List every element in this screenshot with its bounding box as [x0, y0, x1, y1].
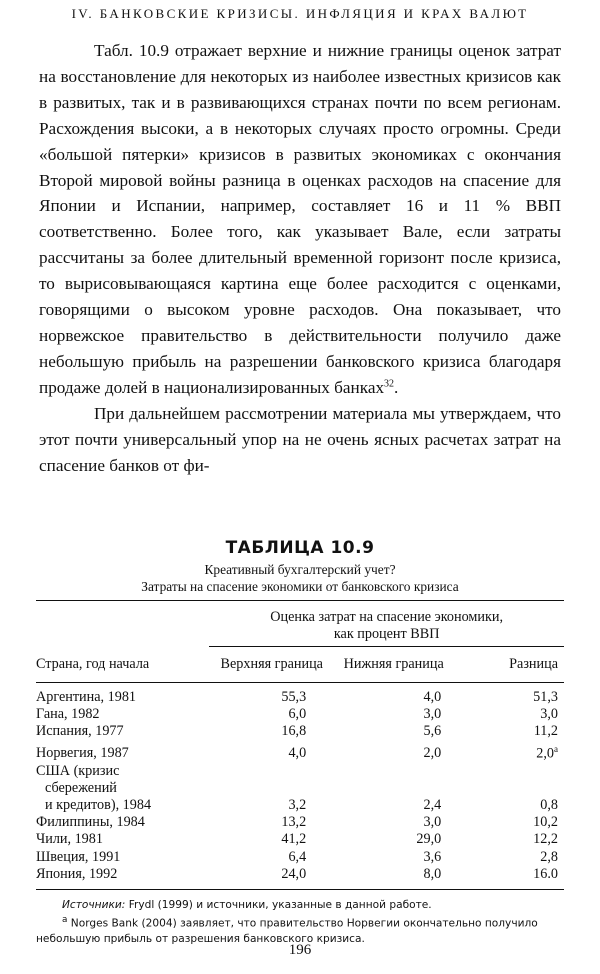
- table-row: [36, 741, 564, 763]
- cell-upper: [209, 689, 326, 706]
- value-lower: 5,6: [423, 723, 442, 740]
- cell-lower: [326, 866, 461, 883]
- value-upper: 41,2: [281, 831, 307, 848]
- group-header-line-1: Оценка затрат на спасение экономики,: [270, 609, 504, 625]
- table-notes: [36, 898, 564, 947]
- cell-upper: [209, 780, 326, 797]
- cell-country: Норвегия, 1987: [36, 745, 129, 762]
- table-row: [36, 849, 564, 866]
- table-subtitle-1: Креативный бухгалтерский учет?: [204, 562, 396, 577]
- cell-country: Аргентина, 1981: [36, 689, 137, 705]
- value-upper: 4,0: [288, 745, 307, 762]
- cell-upper: [209, 723, 326, 740]
- cell-country: Гана, 1982: [36, 706, 100, 723]
- row-note-marker: a: [554, 743, 558, 754]
- body-text: [39, 38, 561, 478]
- cell-diff: [461, 780, 564, 797]
- value-diff: 16.0: [533, 865, 558, 882]
- value-diff: 2,0: [536, 745, 554, 762]
- cell-lower: [326, 849, 461, 866]
- value-upper: 13,2: [281, 814, 307, 831]
- cell-country: Швеция, 1991: [36, 848, 121, 865]
- col-header-country: Страна, год начала: [36, 655, 150, 672]
- cell-upper: [209, 741, 326, 763]
- table-bottom-rule: [36, 889, 564, 890]
- value-lower: 2,0: [423, 745, 442, 762]
- cell-diff: [461, 849, 564, 866]
- table-source: [36, 898, 564, 913]
- value-diff: 0,8: [540, 796, 558, 813]
- value-diff: 12,2: [533, 831, 558, 848]
- col-header-diff: Разница: [509, 656, 558, 672]
- cell-country: сбережений: [45, 779, 117, 796]
- cell-lower: [326, 831, 461, 848]
- table-row: [36, 706, 564, 723]
- cell-lower: [326, 689, 461, 706]
- value-lower: 8,0: [423, 865, 442, 882]
- cell-lower: [326, 706, 461, 723]
- cell-lower: [326, 797, 461, 814]
- table-title: ТАБЛИЦА 10.9: [225, 538, 375, 558]
- value-lower: 3,0: [423, 814, 442, 831]
- value-diff: 11,2: [533, 723, 558, 740]
- footnote-marker: a: [62, 914, 68, 925]
- cell-upper: [209, 797, 326, 814]
- cell-diff: [461, 741, 564, 763]
- page-number: 196: [288, 942, 312, 958]
- value-lower: 2,4: [423, 796, 442, 813]
- cell-country: и кредитов), 1984: [45, 796, 152, 813]
- cell-upper: [209, 763, 326, 780]
- table-row: [36, 797, 564, 814]
- col-header-upper: Верхняя граница: [220, 656, 323, 672]
- value-lower: 3,6: [423, 848, 442, 865]
- cell-diff: [461, 706, 564, 723]
- group-header: [209, 601, 564, 642]
- value-lower: 4,0: [423, 689, 442, 705]
- table-body: [36, 683, 564, 883]
- value-diff: 51,3: [533, 689, 558, 705]
- running-head: IV. БАНКОВСКИЕ КРИЗИСЫ. ИНФЛЯЦИЯ И КРАХ ВАЛЮТ: [71, 6, 529, 21]
- table-row: [36, 763, 564, 780]
- cell-upper: [209, 849, 326, 866]
- cell-diff: [461, 689, 564, 706]
- group-header-line-2: как процент ВВП: [333, 625, 440, 642]
- cell-diff: [461, 723, 564, 740]
- paragraph-1-end: .: [394, 377, 399, 397]
- value-upper: 24,0: [281, 865, 307, 882]
- paragraph-1: [39, 38, 561, 401]
- value-diff: 3,0: [540, 706, 558, 723]
- source-label: Источники:: [62, 898, 126, 911]
- cell-country: Испания, 1977: [36, 723, 124, 740]
- cell-country: США (кризис: [36, 762, 120, 779]
- source-text: Frydl (1999) и источники, указанные в данной работе.: [125, 898, 432, 911]
- footnote-text: Norges Bank (2004) заявляет, что правительство Норвегии окончательно получило небольшую прибыль от разрешения банковского кризиса.: [36, 917, 538, 945]
- cell-lower: [326, 814, 461, 831]
- table-subtitle-2: Затраты на спасение экономики от банковского кризиса: [141, 579, 459, 594]
- cell-upper: [209, 706, 326, 723]
- cell-diff: [461, 831, 564, 848]
- table-row: [36, 866, 564, 883]
- table-row: [36, 831, 564, 848]
- cell-diff: [461, 866, 564, 883]
- cost-table: [36, 601, 564, 883]
- cell-upper: [209, 814, 326, 831]
- table-row: [36, 689, 564, 706]
- value-upper: 6,4: [288, 848, 307, 865]
- cell-lower: [326, 763, 461, 780]
- value-lower: 3,0: [423, 706, 442, 723]
- value-upper: 16,8: [281, 723, 307, 740]
- footnote-ref-32[interactable]: 32: [384, 378, 395, 390]
- paragraph-2: При дальнейшем рассмотрении материала мы утверждаем, что этот почти универсальный упор на не очень ясных расчетах затрат на спасение банков от фи-: [39, 403, 561, 475]
- value-diff: 10,2: [533, 814, 558, 831]
- cell-diff: [461, 763, 564, 780]
- cell-diff: [461, 814, 564, 831]
- cell-lower: [326, 741, 461, 763]
- paragraph-1-text: Табл. 10.9 отражает верхние и нижние границы оценок затрат на восстановление для некоторых из наиболее известных кризисов как в развитых, так и в развивающихся странах почти по всем регионам. Расхождения высоки, а в некоторых случаях просто огромны. Среди «большой пятерки» кризисов в развитых экономиках с окончания Второй мировой войны разница в оценках расходов на спасение для Японии и Испании, например, составляет 16 и 11 % ВВП соответственно. Более того, как указывает Вале, если затраты рассчитаны за более длительный временной горизонт после кризиса, то вырисовывающаяся картина еще более расходится с оценками, говорящими о высоком уровне расходов. Она показывает, что норвежское правительство в действительности получило даже небольшую прибыль на разрешении банковского кризиса благодаря продаже долей в национализированных банках: [39, 41, 561, 397]
- cell-lower: [326, 723, 461, 740]
- cell-upper: [209, 866, 326, 883]
- col-header-lower: Нижняя граница: [343, 656, 444, 672]
- cell-country: Чили, 1981: [36, 831, 103, 848]
- cell-upper: [209, 831, 326, 848]
- table-row: [36, 780, 564, 797]
- table-row: [36, 814, 564, 831]
- value-upper: 3,2: [288, 796, 307, 813]
- header-spacer: [36, 601, 209, 642]
- table-row: [36, 723, 564, 740]
- cell-diff: [461, 797, 564, 814]
- value-lower: 29,0: [416, 831, 442, 848]
- cell-country: Филиппины, 1984: [36, 814, 145, 831]
- value-upper: 55,3: [281, 689, 307, 705]
- table-10-9: [36, 538, 564, 947]
- cell-country: Япония, 1992: [36, 865, 118, 882]
- value-upper: 6,0: [288, 706, 307, 723]
- cell-lower: [326, 780, 461, 797]
- value-diff: 2,8: [540, 848, 558, 865]
